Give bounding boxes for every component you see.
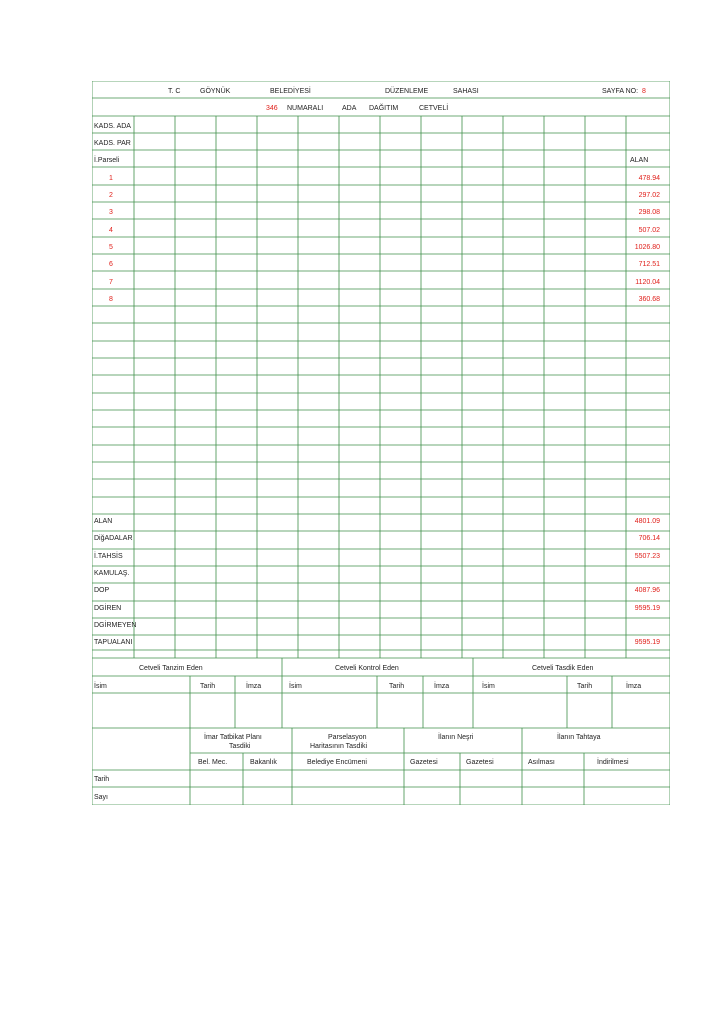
header-duzenleme: DÜZENLEME bbox=[385, 88, 429, 95]
parcel-number: 6 bbox=[109, 261, 113, 268]
total-value-dgiren: 9595.19 bbox=[634, 605, 660, 612]
parcel-number: 2 bbox=[109, 192, 113, 199]
approval-ilan-tahtaya: İlanın Tahtaya bbox=[557, 734, 601, 741]
parcel-number: 8 bbox=[109, 296, 113, 303]
total-label-dgirmeyen: DGİRMEYEN bbox=[94, 622, 137, 629]
row-label-i-parseli: İ.Parseli bbox=[94, 157, 120, 164]
total-value-itahsis: 5507.23 bbox=[634, 553, 660, 560]
signature-imza-label: İmza bbox=[626, 683, 642, 690]
signature-kontrol-heading: Cetveli Kontrol Eden bbox=[335, 665, 399, 672]
total-label-digadalar: DiğADALAR bbox=[94, 535, 133, 542]
table-grid-lines bbox=[92, 81, 670, 805]
parcel-area: 298.08 bbox=[638, 209, 660, 216]
parcel-number: 5 bbox=[109, 244, 113, 251]
signature-isim-label: İsim bbox=[94, 683, 107, 690]
approval-gazetesi: Gazetesi bbox=[410, 759, 438, 766]
total-value-tapualani: 9595.19 bbox=[634, 639, 660, 646]
subheader-ada-number: 346 bbox=[266, 105, 278, 112]
total-label-kamulas: KAMULAŞ. bbox=[94, 570, 130, 577]
approval-tarih-label: Tarih bbox=[94, 776, 110, 783]
parcel-area: 478.94 bbox=[638, 175, 660, 182]
header-tc: T. C bbox=[168, 88, 181, 95]
signature-tasdik-heading: Cetveli Tasdik Eden bbox=[532, 665, 594, 672]
parcel-area: 297.02 bbox=[638, 192, 660, 199]
signature-imza-label: İmza bbox=[434, 683, 450, 690]
parcel-number: 3 bbox=[109, 209, 113, 216]
approval-parsel-line2: Haritasının Tasdiki bbox=[310, 743, 368, 750]
signature-tarih-label: Tarih bbox=[389, 683, 405, 690]
parcel-area: 1026.80 bbox=[634, 244, 660, 251]
approval-belediye-encumeni: Belediye Encümeni bbox=[307, 759, 367, 766]
total-value-dop: 4087.96 bbox=[634, 587, 660, 594]
total-label-itahsis: İ.TAHSİS bbox=[94, 553, 123, 560]
approval-ilan-nesri: İlanın Neşri bbox=[438, 734, 474, 741]
approval-asilmasi: Asılması bbox=[528, 759, 555, 766]
row-label-kads-par: KADS. PAR bbox=[94, 140, 131, 147]
header-sahasi: SAHASI bbox=[453, 88, 479, 95]
signature-tanzim-heading: Cetveli Tanzim Eden bbox=[139, 665, 203, 672]
header-municipality: BELEDİYESİ bbox=[270, 88, 311, 95]
total-value-alan: 4801.09 bbox=[634, 518, 660, 525]
approval-imar-line1: İmar Tatbikat Planı bbox=[204, 734, 262, 741]
column-header-alan: ALAN bbox=[630, 157, 649, 164]
subheader-numarali: NUMARALI bbox=[287, 105, 324, 112]
parcel-number: 7 bbox=[109, 279, 113, 286]
signature-imza-label: İmza bbox=[246, 683, 262, 690]
approval-bakanlik: Bakanlık bbox=[250, 759, 277, 766]
approval-bel-mec: Bel. Mec. bbox=[198, 759, 228, 766]
parcel-area: 1120.04 bbox=[635, 279, 660, 286]
parcel-area: 360.68 bbox=[638, 296, 660, 303]
parcel-number: 4 bbox=[109, 227, 113, 234]
approval-parsel-line1: Parselasyon bbox=[328, 734, 367, 741]
parcel-area: 507.02 bbox=[638, 227, 660, 234]
total-label-dop: DOP bbox=[94, 587, 110, 594]
approval-sayi-label: Sayı bbox=[94, 794, 109, 801]
total-value-digadalar: 706.14 bbox=[638, 535, 660, 542]
subheader-ada: ADA bbox=[342, 105, 357, 112]
approval-indirilmesi: İndirilmesi bbox=[597, 759, 629, 766]
signature-tarih-label: Tarih bbox=[577, 683, 593, 690]
row-label-kads-ada: KADS. ADA bbox=[94, 123, 131, 130]
approval-gazetesi: Gazetesi bbox=[466, 759, 494, 766]
signature-isim-label: İsim bbox=[482, 683, 495, 690]
signature-isim-label: İsim bbox=[289, 683, 302, 690]
total-label-dgiren: DGİREN bbox=[94, 605, 122, 612]
subheader-dagitim: DAĞITIM bbox=[369, 105, 399, 112]
approval-imar-line2: Tasdiki bbox=[229, 743, 251, 750]
total-label-alan: ALAN bbox=[94, 518, 113, 525]
parcel-number: 1 bbox=[109, 175, 113, 182]
parcel-area: 712.51 bbox=[638, 261, 660, 268]
header-town: GÖYNÜK bbox=[200, 88, 231, 95]
header-page-label: SAYFA NO: bbox=[602, 88, 639, 95]
signature-tarih-label: Tarih bbox=[200, 683, 216, 690]
subheader-cetveli: CETVELİ bbox=[419, 105, 449, 112]
total-label-tapualani: TAPUALANI bbox=[94, 639, 133, 646]
header-page-number: 8 bbox=[642, 88, 646, 95]
distribution-table-sheet bbox=[92, 81, 670, 805]
